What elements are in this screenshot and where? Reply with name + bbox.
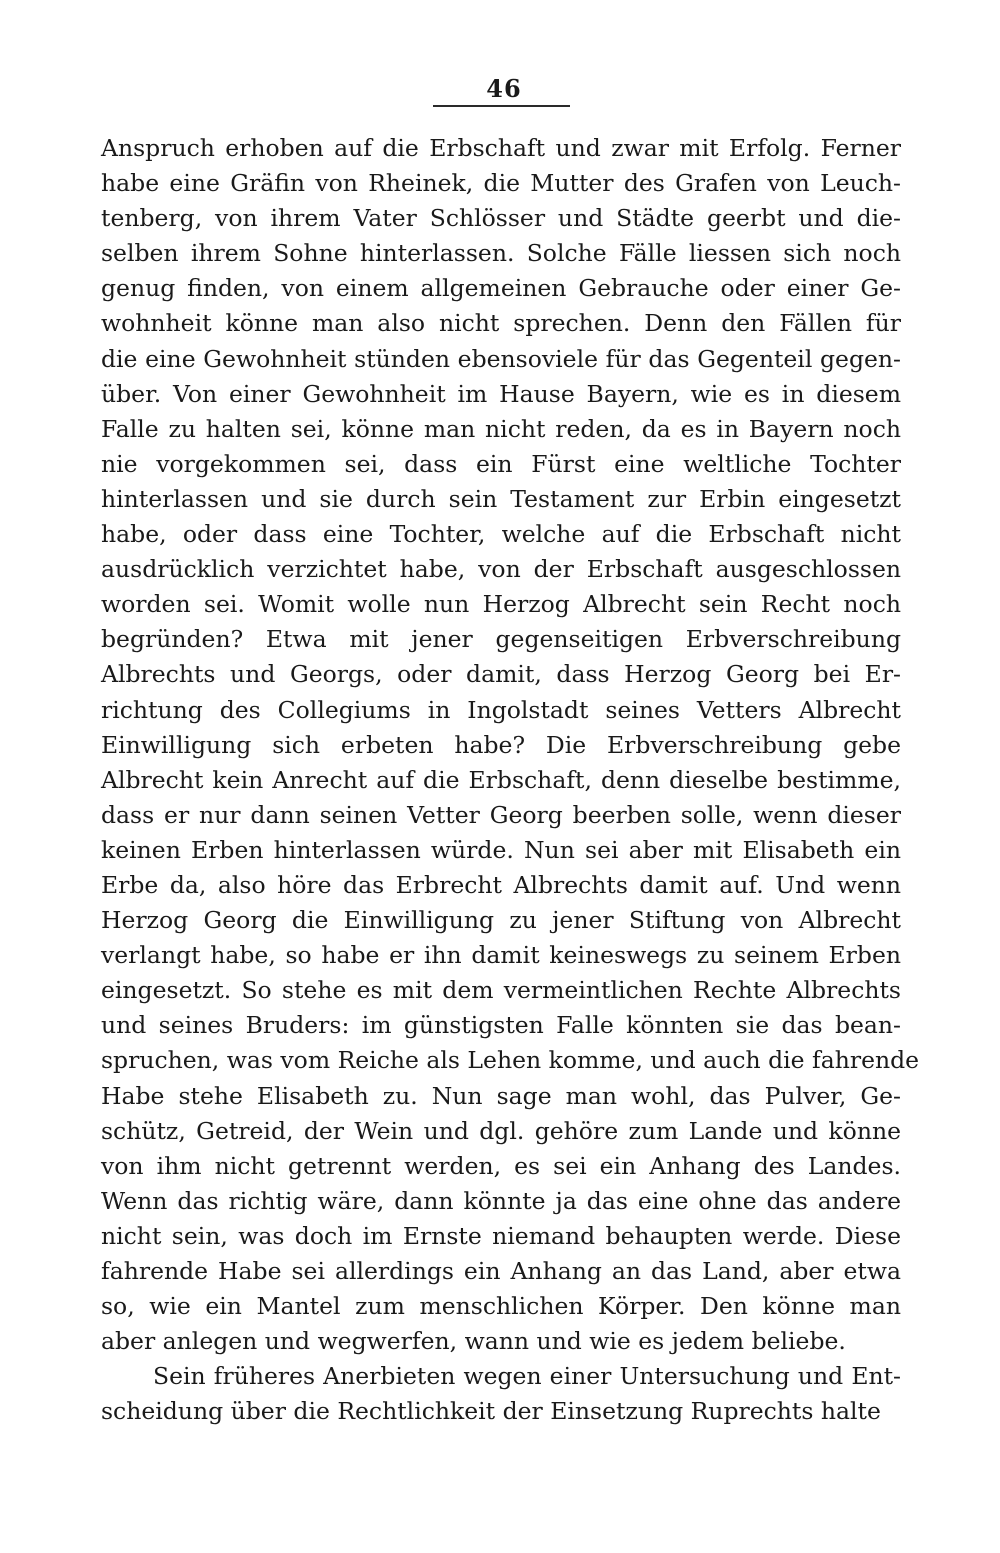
text-line: so, wie ein Mantel zum menschlichen Körper. Den könne man <box>101 1292 901 1321</box>
text-line: nicht sein, was doch im Ernste niemand behaupten werde. Diese <box>101 1221 901 1250</box>
text-line: fahrende Habe sei allerdings ein Anhang an das Land, aber etwa <box>101 1257 901 1285</box>
text-line: verlangt habe, so habe er ihn damit keineswegs zu seinem Erben <box>101 941 901 970</box>
text-line: Wenn das richtig wäre, dann könnte ja das eine ohne das andere <box>101 1186 901 1215</box>
text-line: scheidung über die Rechtlichkeit der Einsetzung Ruprechts halte <box>101 1397 881 1426</box>
text-line: habe, oder dass eine Tochter, welche auf die Erbschaft nicht <box>101 520 901 549</box>
text-line: eingesetzt. So stehe es mit dem vermeintlichen Rechte Albrechts <box>101 976 901 1005</box>
text-line: ausdrücklich verzichtet habe, von der Erbschaft ausgeschlossen <box>101 555 901 584</box>
text-line: begründen? Etwa mit jener gegenseitigen Erbverschreibung <box>101 625 901 654</box>
text-line: richtung des Collegiums in Ingolstadt seines Vetters Albrecht <box>101 695 901 724</box>
text-line: worden sei. Womit wolle nun Herzog Albrecht sein Recht noch <box>101 590 901 619</box>
text-line: selben ihrem Sohne hinterlassen. Solche Fälle liessen sich noch <box>101 239 901 268</box>
text-line: Habe stehe Elisabeth zu. Nun sage man wohl, das Pulver, Ge- <box>101 1081 901 1110</box>
text-line: habe eine Gräfin von Rheinek, die Mutter des Grafen von Leuch- <box>101 169 901 198</box>
text-line: keinen Erben hinterlassen würde. Nun sei aber mit Elisabeth ein <box>101 835 901 864</box>
text-line: Sein früheres Anerbieten wegen einer Untersuchung und Ent- <box>153 1362 901 1391</box>
text-line: Albrecht kein Anrecht auf die Erbschaft, denn dieselbe bestimme, <box>101 765 901 794</box>
text-line: nie vorgekommen sei, dass ein Fürst eine weltliche Tochter <box>101 449 901 478</box>
text-line: Anspruch erhoben auf die Erbschaft und zwar mit Erfolg. Ferner <box>101 134 901 162</box>
text-line: von ihm nicht getrennt werden, es sei ein Anhang des Landes. <box>101 1151 901 1180</box>
text-line: dass er nur dann seinen Vetter Georg beerben solle, wenn dieser <box>101 800 901 829</box>
text-line: tenberg, von ihrem Vater Schlösser und Städte geerbt und die- <box>101 204 901 233</box>
text-line: Albrechts und Georgs, oder damit, dass Herzog Georg bei Er- <box>101 660 901 689</box>
text-line: hinterlassen und sie durch sein Testament zur Erbin eingesetzt <box>101 484 901 513</box>
text-line: Einwilligung sich erbeten habe? Die Erbverschreibung gebe <box>101 730 901 759</box>
text-line: genug finden, von einem allgemeinen Gebrauche oder einer Ge- <box>101 274 901 303</box>
text-line: über. Von einer Gewohnheit im Hause Bayern, wie es in diesem <box>101 379 901 408</box>
text-line: Herzog Georg die Einwilligung zu jener Stiftung von Albrecht <box>101 906 901 935</box>
text-line: und seines Bruders: im günstigsten Falle könnten sie das bean- <box>101 1011 901 1040</box>
page-number: 46 <box>486 74 522 103</box>
text-line: aber anlegen und wegwerfen, wann und wie es jedem beliebe. <box>101 1327 846 1356</box>
body-text <box>101 131 920 1429</box>
text-line: wohnheit könne man also nicht sprechen. Denn den Fällen für <box>101 309 901 338</box>
text-line: Erbe da, also höre das Erbrecht Albrechts damit auf. Und wenn <box>101 870 901 899</box>
text-line: spruchen, was vom Reiche als Lehen komme, und auch die fahrende <box>101 1046 920 1075</box>
text-line: Falle zu halten sei, könne man nicht reden, da es in Bayern noch <box>101 414 901 443</box>
text-line: die eine Gewohnheit stünden ebensoviele für das Gegenteil gegen- <box>101 344 901 373</box>
header-rule <box>433 105 570 107</box>
text-line: schütz, Getreid, der Wein und dgl. gehöre zum Lande und könne <box>101 1116 901 1145</box>
